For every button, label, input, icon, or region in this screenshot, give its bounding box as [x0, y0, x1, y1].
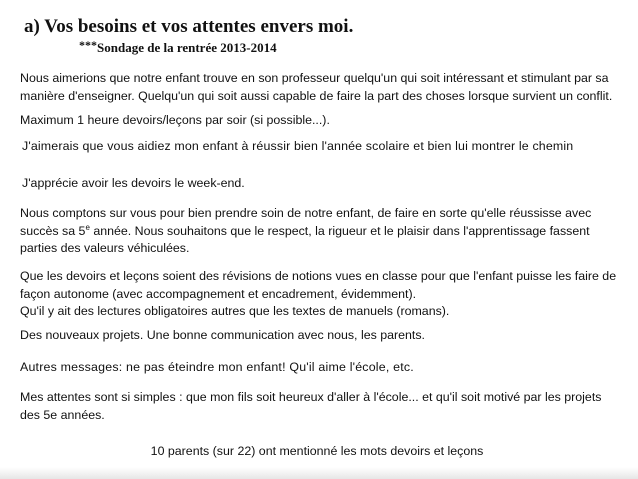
comment-line: façon autonome (avec accompagnement et encadrement, évidemment). — [20, 286, 417, 301]
comment-line — [20, 223, 620, 241]
comment-line: Mes attentes sont si simples : que mon fils soit heureux d'aller à l'école... et qu'il soit motivé par les projets — [20, 390, 602, 404]
survey-summary — [0, 444, 638, 458]
comment-line: Maximum 1 heure devoirs/leçons par soir (si possible...). — [20, 113, 330, 127]
comment-line: J'aimerais que vous aidiez mon enfant à réussir bien l'année scolaire et bien lui montrer le chemin — [22, 139, 574, 153]
comment-line: des 5e années. — [20, 407, 105, 422]
comment-text: succès sa 5 — [20, 223, 86, 238]
comment-line: parties des valeurs véhiculées. — [20, 241, 190, 255]
slide-heading: a) Vos besoins et vos attentes envers moi. — [24, 16, 354, 37]
survey-subheading — [79, 38, 277, 56]
comment-professor-quality — [20, 70, 620, 105]
comment-line: Que les devoirs et leçons soient des révisions de notions vues en classe pour que l'enfant puisse les faire de — [20, 269, 617, 283]
comment-homework-limit — [20, 112, 620, 130]
comment-line: Nous aimerions que notre enfant trouve en son professeur quelqu'un qui soit intéressant et stimulant par sa — [20, 71, 609, 85]
comment-weekend-homework — [22, 175, 622, 193]
comment-line: Autres messages: ne pas éteindre mon enfant! Qu'il aime l'école, etc. — [20, 360, 414, 374]
comment-text: année. Nous souhaitons que le respect, la rigueur et le plaisir dans l'apprentissage fassent — [89, 223, 590, 238]
comment-help-child — [22, 138, 622, 156]
comment-simple-expectations — [20, 389, 620, 424]
subheading-text: Sondage de la rentrée 2013-2014 — [97, 40, 277, 55]
comment-homework-review — [20, 268, 620, 321]
comment-line: Nous comptons sur vous pour bien prendre soin de notre enfant, de faire en sorte qu'elle réussisse avec — [20, 206, 592, 220]
summary-text: 10 parents (sur 22) ont mentionné les mots devoirs et leçons — [150, 444, 484, 458]
subheading-stars: *** — [79, 38, 97, 52]
comment-care-child — [20, 205, 620, 258]
comment-other-messages — [20, 359, 620, 377]
comment-line: Des nouveaux projets. Une bonne communication avec nous, les parents. — [20, 328, 425, 342]
bottom-shadow — [0, 467, 638, 479]
comment-new-projects — [20, 327, 620, 345]
comment-line: J'apprécie avoir les devoirs le week-end. — [22, 176, 245, 190]
comment-line: Qu'il y ait des lectures obligatoires autres que les textes de manuels (romans). — [20, 304, 450, 318]
comment-line: manière d'enseigner. Quelqu'un qui soit aussi capable de faire la part des choses lorsque survient un conflit. — [20, 88, 613, 103]
ordinal-superscript: e — [85, 222, 90, 232]
